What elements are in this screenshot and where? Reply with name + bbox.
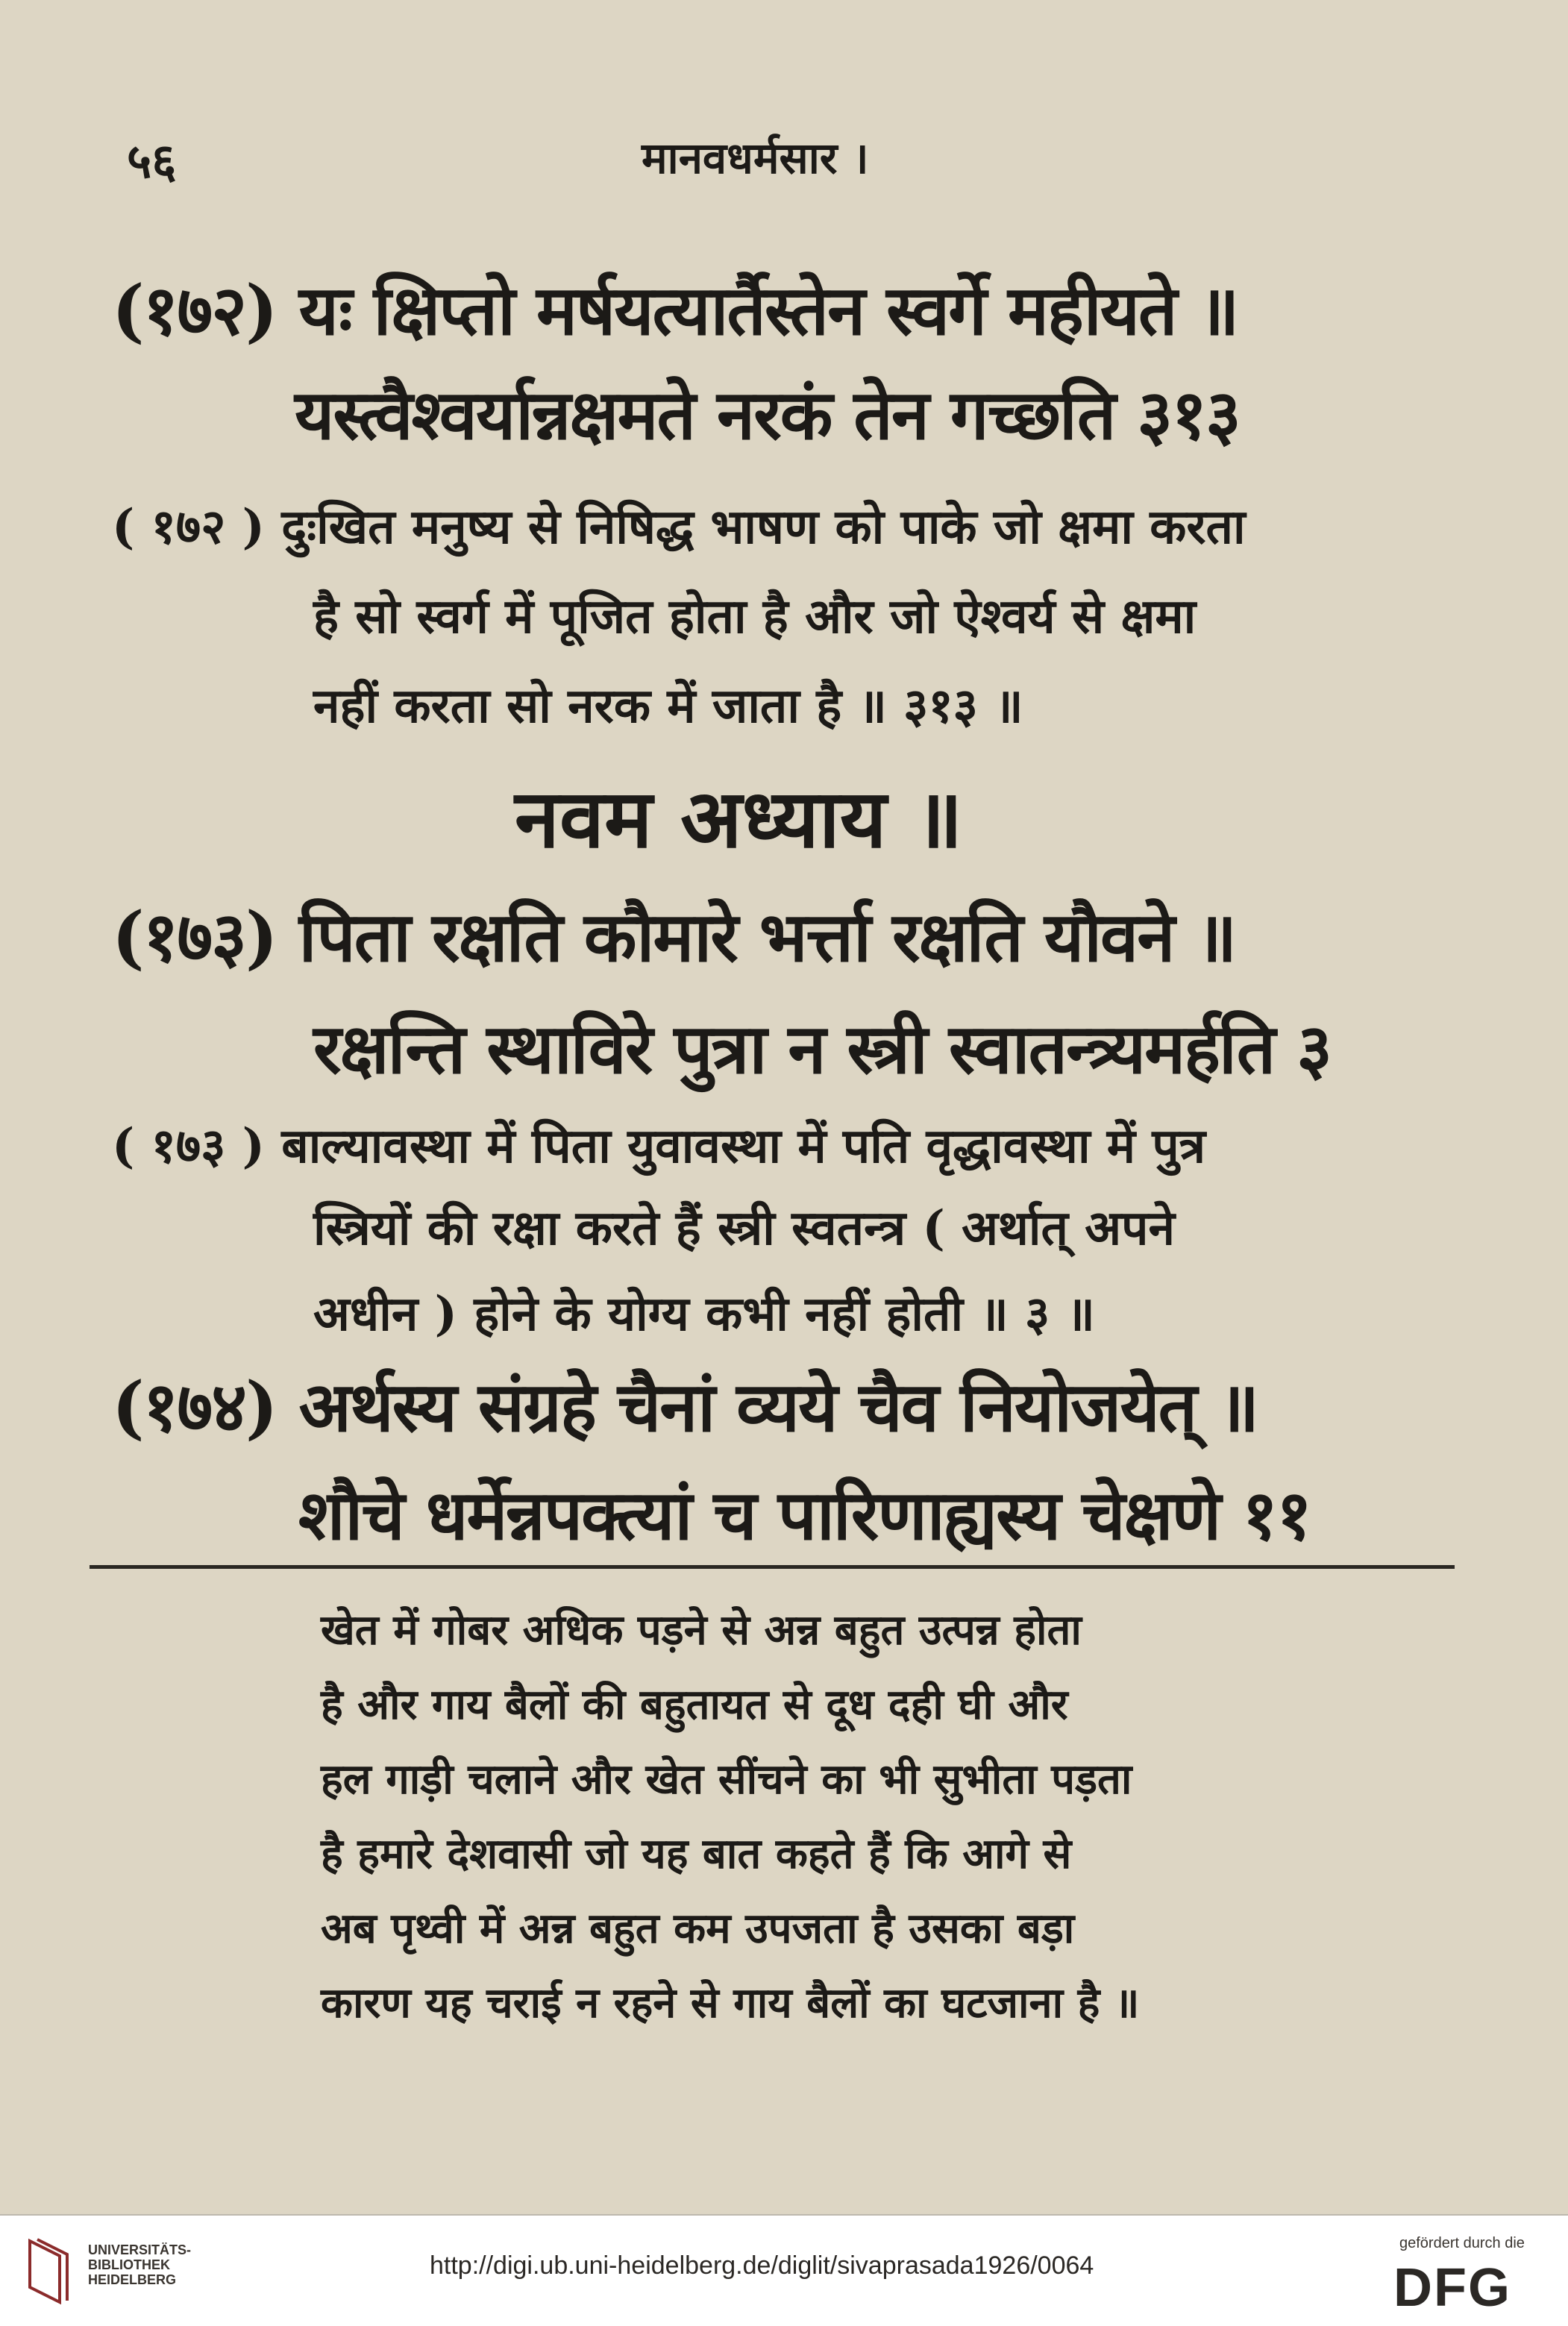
translation-173-line-2: स्त्रियों की रक्षा करते हैं स्त्री स्वतन्त्र ( अर्थात् अपने [313, 1200, 1175, 1256]
verse-174-line-2: शौचे धर्मेन्नपक्त्यां च पारिणाह्यस्य चेक्षणे ११ [298, 1475, 1311, 1555]
footnote-divider [90, 1565, 1455, 1569]
translation-173-line-3: अधीन ) होने के योग्य कभी नहीं होती ॥ ३ ॥ [313, 1286, 1095, 1342]
translation-173-line-1: ( १७३ ) बाल्यावस्था में पिता युवावस्था में पति वृद्धावस्था में पुत्र [112, 1118, 1206, 1174]
source-url-link[interactable]: http://digi.ub.uni-heidelberg.de/diglit/sivaprasada1926/0064 [430, 2251, 1094, 2280]
footnote-line-4: है हमारे देशवासी जो यह बात कहते हैं कि आगे से [321, 1829, 1072, 1878]
footnote-line-1: खेत में गोबर अधिक पड़ने से अन्न बहुत उत्पन्न होता [321, 1605, 1082, 1655]
funding-label: gefördert durch die [1399, 2235, 1525, 2251]
page-number: ५६ [127, 134, 177, 189]
chapter-heading: नवम अध्याय ॥ [515, 772, 963, 866]
footnote-line-6: कारण यह चराई न रहने से गाय बैलों का घटजाना है ॥ [321, 1978, 1140, 2028]
verse-172-line-2: यस्त्वैश्वर्यान्नक्षमते नरकं तेन गच्छति ३१३ [295, 374, 1240, 455]
verse-172-line-1: (१७२) यः क्षिप्तो मर्षयत्यार्तैस्तेन स्वर्गे महीयते ॥ [112, 270, 1238, 351]
translation-172-line-1: ( १७२ ) दुःखित मनुष्य से निषिद्ध भाषण को पाके जो क्षमा करता [112, 499, 1246, 555]
library-name: UNIVERSITÄTS- BIBLIOTHEK HEIDELBERG [88, 2242, 192, 2287]
university-library-logo-icon [25, 2233, 73, 2308]
translation-172-line-3: नहीं करता सो नरक में जाता है ॥ ३१३ ॥ [313, 678, 1023, 734]
viewer-footer [0, 2214, 1568, 2326]
verse-174-line-1: (१७४) अर्थस्य संग्रहे चैनां व्यये चैव नियोजयेत् ॥ [112, 1367, 1258, 1447]
verse-173-line-2: रक्षन्ति स्थाविरे पुत्रा न स्त्री स्वातन्त्र्यमर्हति ३ [313, 1009, 1332, 1089]
dfg-logo: DFG [1393, 2258, 1511, 2318]
footnote-line-3: हल गाड़ी चलाने और खेत सींचने का भी सुभीता पड़ता [321, 1755, 1132, 1804]
translation-172-line-2: है सो स्वर्ग में पूजित होता है और जो ऐश्वर्य से क्षमा [313, 589, 1197, 645]
footnote-line-2: है और गाय बैलों की बहुतायत से दूध दही घी और [321, 1680, 1068, 1729]
verse-173-line-1: (१७३) पिता रक्षति कौमारे भर्त्ता रक्षति यौवने ॥ [112, 897, 1236, 977]
footnote-line-5: अब पृथ्वी में अन्न बहुत कम उपजता है उसका बड़ा [321, 1904, 1075, 1953]
running-title: मानवधर्मसार । [642, 133, 869, 184]
